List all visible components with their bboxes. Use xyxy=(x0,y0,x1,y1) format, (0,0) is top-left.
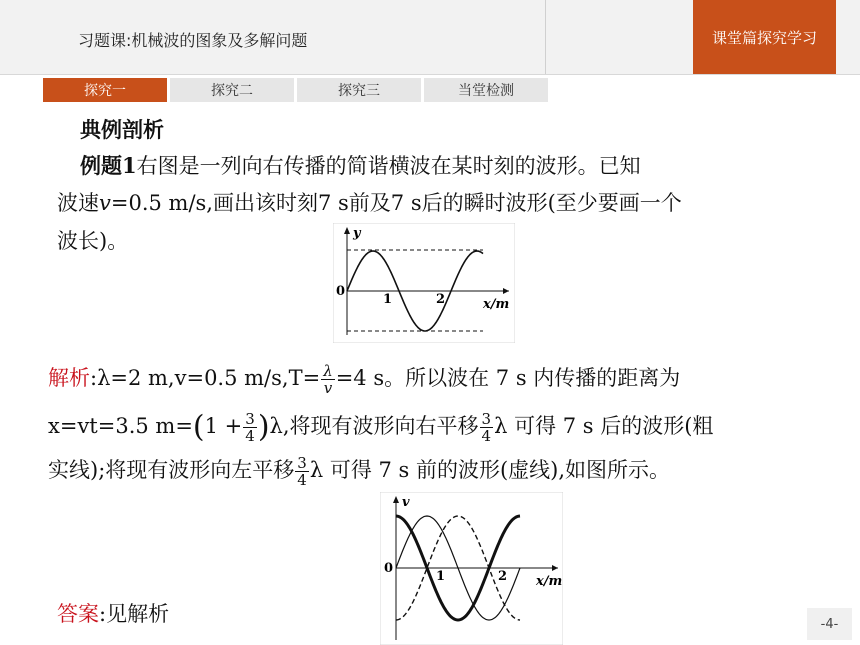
fraction-three-quarters-2 xyxy=(480,411,494,444)
y-axis-label: v xyxy=(402,495,410,510)
analysis-text-1a: :λ=2 m,v=0.5 m/s,T= xyxy=(90,366,321,390)
fraction-denominator: 4 xyxy=(245,427,255,445)
tick-label-2: 2 xyxy=(498,569,508,584)
x-axis-label: x/m xyxy=(536,574,563,589)
header-bar xyxy=(0,0,860,75)
problem-line-2 xyxy=(57,187,682,219)
tab-bar xyxy=(43,78,548,102)
tick-label-2: 2 xyxy=(436,292,446,307)
analysis-line-2 xyxy=(48,410,713,444)
analysis-line-1 xyxy=(48,362,680,396)
fraction-three-quarters-3 xyxy=(295,455,309,488)
velocity-symbol: v xyxy=(99,191,111,215)
origin-label: 0 xyxy=(384,561,394,576)
analysis-text-2c: λ 可得 7 s 后的波形(粗 xyxy=(494,414,714,438)
answer-text: :见解析 xyxy=(99,602,170,626)
fraction-three-quarters xyxy=(243,411,257,444)
header-divider xyxy=(545,0,546,74)
tick-label-1: 1 xyxy=(436,569,446,584)
paren-close: ) xyxy=(257,409,270,445)
y-axis-label: y xyxy=(353,226,361,241)
problem-line-1 xyxy=(80,150,641,182)
problem-text-2a: 波速 xyxy=(57,191,99,215)
answer-label: 答案 xyxy=(57,602,99,626)
answer-line xyxy=(57,598,169,630)
tab-explore-1[interactable]: 探究一 xyxy=(43,78,167,102)
paren-open: ( xyxy=(192,409,205,445)
fraction-lambda-over-v xyxy=(321,363,335,396)
example-label: 例题1 xyxy=(80,153,137,178)
page-number: -4- xyxy=(807,608,852,640)
problem-line-3 xyxy=(57,225,128,257)
fraction-denominator: 4 xyxy=(297,471,307,489)
tick-label-1: 1 xyxy=(383,292,393,307)
problem-text-2b: =0.5 m/s,画出该时刻7 s前及7 s后的瞬时波形(至少要画一个 xyxy=(110,191,682,215)
fraction-numerator: λ xyxy=(323,362,333,380)
analysis-line-3 xyxy=(48,454,670,488)
origin-label: 0 xyxy=(336,284,346,299)
page-title: 习题课:机械波的图象及多解问题 xyxy=(78,31,308,50)
tab-explore-3[interactable]: 探究三 xyxy=(297,78,421,102)
tab-class-test[interactable]: 当堂检测 xyxy=(424,78,548,102)
analysis-one-plus: 1 + xyxy=(204,414,243,438)
fraction-numerator: 3 xyxy=(297,454,307,472)
fraction-denominator: 4 xyxy=(481,427,492,445)
fraction-numerator: 3 xyxy=(481,410,492,428)
wave-figure-1 xyxy=(333,223,515,343)
fraction-denominator: v xyxy=(323,379,333,397)
analysis-label: 解析 xyxy=(48,366,90,390)
analysis-text-2b: λ,将现有波形向右平移 xyxy=(269,414,479,438)
problem-text-3: 波长)。 xyxy=(57,229,129,253)
x-axis-label: x/m xyxy=(483,297,510,312)
analysis-text-2a: x=vt=3.5 m= xyxy=(48,414,193,438)
analysis-text-3b: λ 可得 7 s 前的波形(虚线),如图所示。 xyxy=(309,458,671,482)
problem-text-1: 右图是一列向右传播的简谐横波在某时刻的波形。已知 xyxy=(136,154,641,178)
fraction-numerator: 3 xyxy=(245,410,255,428)
analysis-text-3a: 实线);将现有波形向左平移 xyxy=(48,458,295,482)
analysis-text-1b: =4 s。所以波在 7 s 内传播的距离为 xyxy=(335,366,681,390)
section-heading: 典例剖析 xyxy=(80,117,164,142)
section-tag[interactable]: 课堂篇探究学习 xyxy=(693,0,836,74)
wave-figure-2 xyxy=(380,492,563,645)
tab-explore-2[interactable]: 探究二 xyxy=(170,78,294,102)
